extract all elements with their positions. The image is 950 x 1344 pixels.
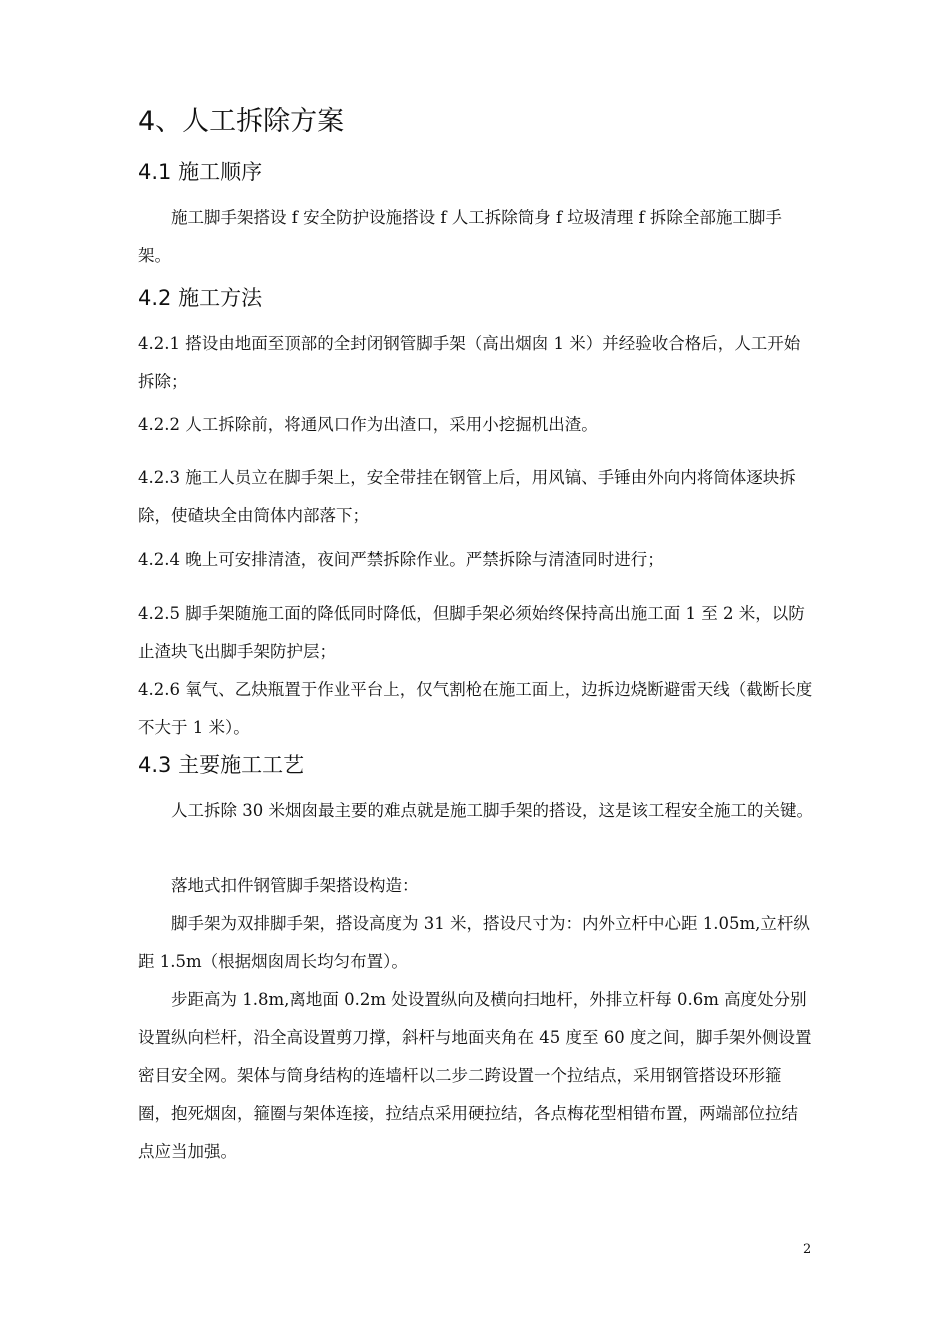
section-heading-4-1: 4.1 施工顺序 [138,160,263,184]
paragraph-scaffold-structure: 落地式扣件钢管脚手架搭设构造： [171,876,419,895]
paragraph-construction-sequence: 施工脚手架搭设 f 安全防护设施搭设 f 人工拆除筒身 f 垃圾清理 f 拆除全部施工脚手架。 [138,208,782,265]
paragraph-4-2-2: 4.2.2 人工拆除前，将通风口作为出渣口，采用小挖掘机出渣。 [138,415,598,434]
page-number: 2 [803,1242,812,1257]
paragraph-key-difficulty: 人工拆除 30 米烟囱最主要的难点就是施工脚手架的搭设，这是该工程安全施工的关键。 [171,801,813,820]
chapter-heading: 4、人工拆除方案 [138,106,345,137]
paragraph-scaffold-dimensions: 脚手架为双排脚手架，搭设高度为 31 米，搭设尺寸为：内外立杆中心距 1.05m,立杆纵距 1.5m（根据烟囱周长均匀布置）。 [138,914,810,971]
paragraph-4-2-4: 4.2.4 晚上可安排清渣，夜间严禁拆除作业。严禁拆除与清渣同时进行； [138,550,664,569]
section-heading-4-3: 4.3 主要施工工艺 [138,753,305,777]
section-heading-4-2: 4.2 施工方法 [138,286,263,310]
paragraph-4-2-1: 4.2.1 搭设由地面至顶部的全封闭钢管脚手架（高出烟囱 1 米）并经验收合格后，人工开始拆除； [138,334,801,391]
paragraph-4-2-6: 4.2.6 氧气、乙炔瓶置于作业平台上，仅气割枪在施工面上，边拆边烧断避雷天线（截断长度不大于 1 米）。 [138,680,813,737]
paragraph-4-2-5: 4.2.5 脚手架随施工面的降低同时降低，但脚手架必须始终保持高出施工面 1 至 2 米，以防止渣块飞出脚手架防护层； [138,604,805,661]
paragraph-scaffold-details: 步距高为 1.8m,离地面 0.2m 处设置纵向及横向扫地杆，外排立杆每 0.6m 高度处分别设置纵向栏杆，沿全高设置剪刀撑，斜杆与地面夹角在 45 度至 60 度之间，脚手架外侧设置密目安全网。架体与筒身结构的连墙杆以二步二跨设置一个拉结点，采用钢管搭设环形箍圈，抱死烟囱，箍圈与架体连接，拉结点采用硬拉结，各点梅花型相错布置，两端部位拉结点应当加强。 [138,990,812,1161]
paragraph-4-2-3: 4.2.3 施工人员立在脚手架上，安全带挂在钢管上后，用风镐、手锤由外向内将筒体逐块拆除，使碴块全由筒体内部落下； [138,468,796,525]
